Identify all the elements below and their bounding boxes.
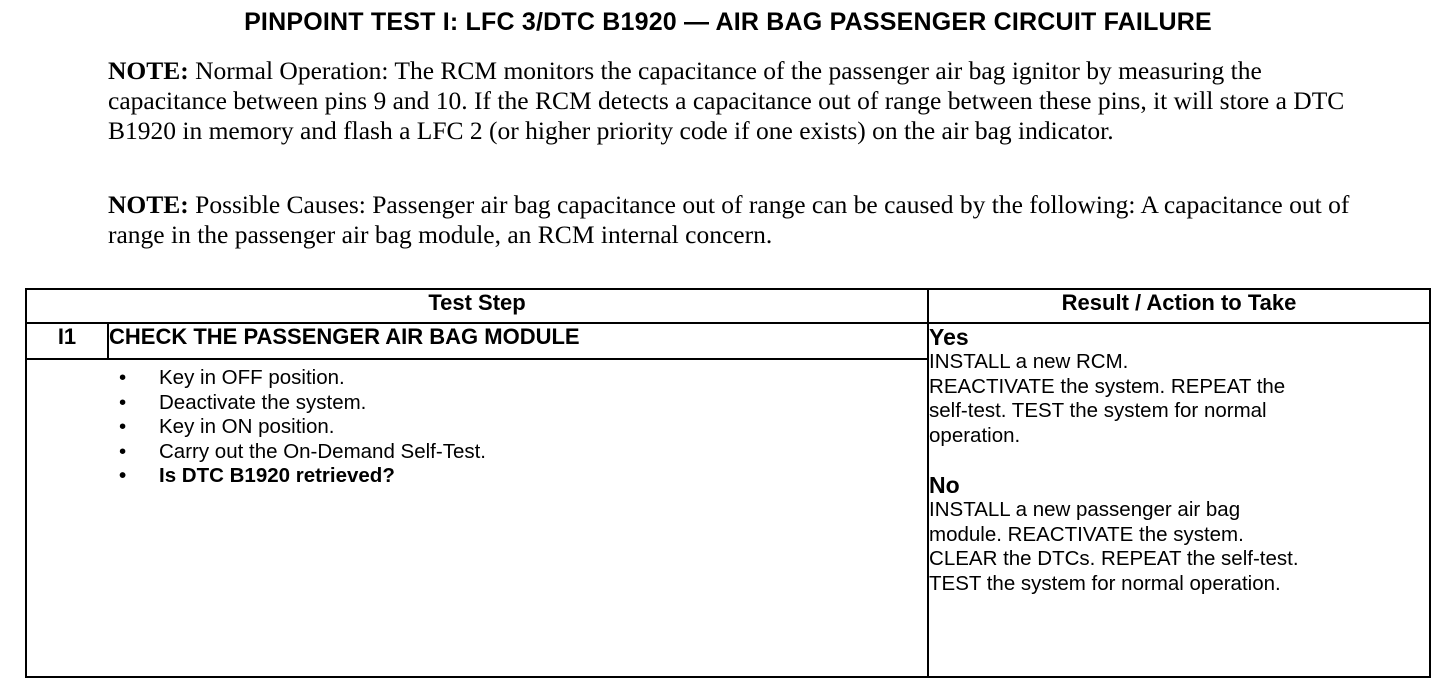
pinpoint-test-table xyxy=(25,288,1431,678)
header-result-action: Result / Action to Take xyxy=(928,289,1430,323)
step-instructions-cell xyxy=(26,359,928,677)
result-label: Yes xyxy=(929,324,969,350)
note-label: NOTE: xyxy=(108,56,189,85)
list-item: • Key in OFF position. xyxy=(119,366,927,391)
result-line: INSTALL a new passenger air bag xyxy=(929,498,1241,521)
step-bullet-list xyxy=(27,366,927,489)
result-line: TEST the system for normal operation. xyxy=(929,571,1281,595)
note-text: Possible Causes: Passenger air bag capacitance out of range can be caused by the following: A capacitance out of range in the passenger air bag module, an RCM internal concern. xyxy=(108,190,1350,249)
step-title-row xyxy=(26,323,1430,359)
result-label: No xyxy=(929,472,960,498)
table-header-row xyxy=(26,289,1430,323)
page-title: PINPOINT TEST I: LFC 3/DTC B1920 — AIR BAG PASSENGER CIRCUIT FAILURE xyxy=(244,8,1212,36)
result-line: CLEAR the DTCs. REPEAT the self-test. xyxy=(929,547,1299,570)
list-item: • Carry out the On-Demand Self-Test. xyxy=(119,440,927,465)
note-text: Normal Operation: The RCM monitors the capacitance of the passenger air bag ignitor by measuring the capacitance between pins 9 and 10. If the RCM detects a capacitance out of range between these pins, it will store a DTC B1920 in memory and flash a LFC 2 (or higher priority code if one exists) on the air bag indicator. xyxy=(108,56,1345,145)
result-yes xyxy=(929,324,1429,448)
result-no xyxy=(929,472,1429,596)
note-normal-operation xyxy=(108,56,1358,146)
header-test-step: Test Step xyxy=(26,289,928,323)
step-title: CHECK THE PASSENGER AIR BAG MODULE xyxy=(108,323,928,359)
result-line: operation. xyxy=(929,423,1021,447)
result-cell xyxy=(928,323,1430,677)
result-line: INSTALL a new RCM. xyxy=(929,350,1129,373)
note-possible-causes xyxy=(108,190,1358,250)
step-id: I1 xyxy=(26,323,108,359)
list-item: • Key in ON position. xyxy=(119,415,927,440)
note-label: NOTE: xyxy=(108,190,189,219)
result-line: REACTIVATE the system. REPEAT the xyxy=(929,374,1286,398)
list-item: • Deactivate the system. xyxy=(119,391,927,416)
result-line: self-test. TEST the system for normal xyxy=(929,399,1267,422)
result-line: module. REACTIVATE the system. xyxy=(929,522,1244,546)
step-question: • Is DTC B1920 retrieved? xyxy=(119,464,927,489)
